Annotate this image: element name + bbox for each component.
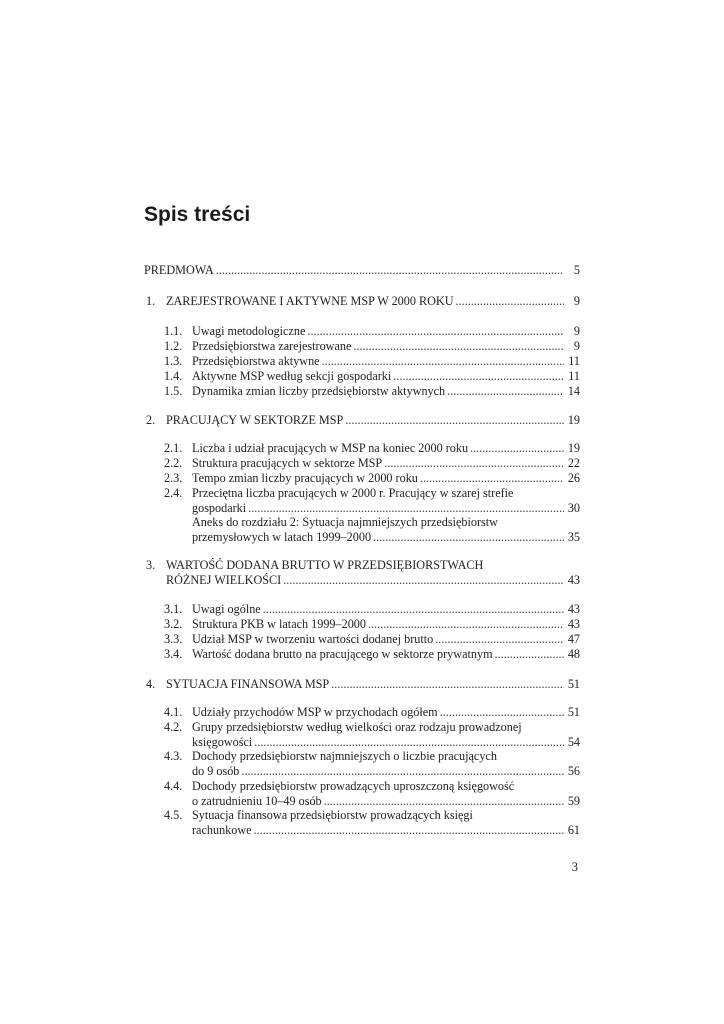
toc-entry-leader-line (192, 530, 564, 545)
toc-entry[interactable] (0, 413, 724, 428)
toc-entry-title[interactable]: Uwagi ogólne (192, 602, 261, 616)
dot-leader (382, 456, 564, 471)
toc-entry-line (0, 558, 724, 573)
toc-entry-page[interactable]: 43 (567, 573, 580, 587)
dot-leader (391, 369, 564, 384)
toc-entry[interactable] (0, 384, 724, 399)
toc-entry-number: 2.4. (164, 486, 183, 500)
toc-entry-title[interactable]: Struktura pracujących w sektorze MSP (192, 456, 383, 470)
toc-entry-title[interactable]: Aneks do rozdziału 2: Sytuacja najmniejszych przedsiębiorstw (192, 515, 498, 529)
toc-entry-number: 4.5. (164, 808, 183, 822)
dot-leader (445, 384, 564, 399)
dot-leader (366, 617, 564, 632)
toc-entry-leader-line (192, 456, 564, 471)
dot-leader (438, 705, 564, 720)
toc-entry[interactable] (0, 735, 724, 750)
toc-entry-title[interactable]: Udział MSP w tworzeniu wartości dodanej brutto (192, 632, 434, 646)
toc-entry-leader-line (166, 677, 564, 692)
toc-entry[interactable] (0, 263, 724, 278)
toc-entry-number: 3. (146, 558, 156, 572)
dot-leader (281, 573, 564, 588)
toc-entry-line (0, 515, 724, 530)
toc-entry[interactable] (0, 471, 724, 486)
toc-entry-number: 2.1. (164, 441, 183, 455)
toc-entry-title[interactable]: Dochody przedsiębiorstw prowadzących uproszczoną księgowość (192, 779, 515, 793)
toc-entry[interactable] (0, 705, 724, 720)
toc-entry-number: 4.3. (164, 749, 183, 763)
toc-entry-leader-line (166, 573, 564, 588)
dot-leader (371, 530, 564, 545)
toc-entry-title[interactable]: WARTOŚĆ DODANA BRUTTO W PRZEDSIĘBIORSTWACH (166, 558, 484, 572)
dot-leader (329, 677, 564, 692)
toc-entry-leader-line (192, 735, 564, 750)
toc-entry-page[interactable]: 43 (567, 602, 580, 616)
toc-entry-title[interactable]: do 9 osób (192, 764, 240, 778)
toc-entry-line (0, 720, 724, 735)
dot-leader (252, 735, 564, 750)
toc-entry-number: 3.4. (164, 647, 183, 661)
toc-entry-page[interactable]: 11 (568, 354, 580, 368)
dot-leader (343, 413, 564, 428)
toc-entry-title[interactable]: Aktywne MSP według sekcji gospodarki (192, 369, 392, 383)
dot-leader (214, 263, 564, 278)
toc-entry[interactable] (0, 456, 724, 471)
toc-entry-page[interactable]: 22 (567, 456, 580, 470)
toc-entry-leader-line (192, 369, 564, 384)
toc-entry-title[interactable]: Przeciętna liczba pracujących w 2000 r. Pracujący w szarej strefie (192, 486, 514, 500)
toc-entry-title[interactable]: rachunkowe (192, 823, 252, 837)
toc-entry[interactable] (0, 501, 724, 516)
toc-entry-number: 4.4. (164, 779, 183, 793)
toc-entry-title[interactable]: Przedsiębiorstwa aktywne (192, 354, 320, 368)
toc-entry-title[interactable]: przemysłowych w latach 1999–2000 (192, 530, 372, 544)
toc-entry-page[interactable]: 30 (567, 501, 580, 515)
toc-entry-page[interactable]: 35 (567, 530, 580, 544)
toc-entry-title[interactable]: Wartość dodana brutto na pracującego w sektorze prywatnym (192, 647, 493, 661)
toc-entry[interactable] (0, 441, 724, 456)
toc-entry-number: 4. (146, 677, 156, 691)
toc-entry-leader-line (192, 471, 564, 486)
dot-leader (239, 764, 564, 779)
toc-entry[interactable] (0, 794, 724, 809)
toc-entry-leader-line (192, 501, 564, 516)
toc-entry-number: 3.2. (164, 617, 183, 631)
toc-entry-title[interactable]: Sytuacja finansowa przedsiębiorstw prowadzących księgi (192, 808, 473, 822)
toc-entry-number: 3.3. (164, 632, 183, 646)
toc-entry-title[interactable]: o zatrudnieniu 10–49 osób (192, 794, 322, 808)
toc-entry-line (0, 486, 724, 501)
toc-entry-leader-line (192, 441, 564, 456)
toc-entry-leader-line (192, 823, 564, 838)
toc-entry[interactable] (0, 764, 724, 779)
toc-entry-title[interactable]: SYTUACJA FINANSOWA MSP (166, 677, 330, 691)
toc-entry-line (0, 779, 724, 794)
toc-entry-number: 2. (146, 413, 156, 427)
toc-entry-title[interactable]: PRACUJĄCY W SEKTORZE MSP (166, 413, 344, 427)
toc-entry[interactable] (0, 647, 724, 662)
toc-entry-leader-line (144, 263, 564, 278)
toc-entry[interactable] (0, 339, 724, 354)
toc-entry-page[interactable]: 26 (567, 471, 580, 485)
toc-entry[interactable] (0, 294, 724, 309)
toc-entry-leader-line (192, 647, 564, 662)
dot-leader (252, 823, 564, 838)
toc-entry-title[interactable]: Struktura PKB w latach 1999–2000 (192, 617, 366, 631)
toc-entry-leader-line (192, 384, 564, 399)
toc-entry-page[interactable]: 59 (567, 794, 580, 808)
toc-entry-page[interactable]: 11 (568, 369, 580, 383)
toc-entry-title[interactable]: Przedsiębiorstwa zarejestrowane (192, 339, 352, 353)
toc-entry-number: 1.5. (164, 384, 183, 398)
toc-entry-title[interactable]: Tempo zmian liczby pracujących w 2000 roku (192, 471, 418, 485)
toc-entry-leader-line (192, 324, 564, 339)
toc-entry-line (0, 749, 724, 764)
toc-entry[interactable] (0, 369, 724, 384)
toc-entry-title[interactable]: RÓŻNEJ WIELKOŚCI (166, 573, 282, 587)
dot-leader (418, 471, 564, 486)
toc-entry-title[interactable]: księgowości (192, 735, 253, 749)
toc-entry-page[interactable]: 61 (567, 823, 580, 837)
dot-leader (454, 294, 564, 309)
dot-leader (246, 501, 564, 516)
toc-entry-leader-line (192, 339, 564, 354)
dot-leader (433, 632, 564, 647)
page-number: 3 (571, 860, 578, 874)
toc-entry-title[interactable]: ZAREJESTROWANE I AKTYWNE MSP W 2000 ROKU (166, 294, 454, 308)
toc-entry[interactable] (0, 324, 724, 339)
toc-entry-leader-line (192, 617, 564, 632)
toc-entry-number: 3.1. (164, 602, 183, 616)
toc-entry-title[interactable]: Uwagi metodologiczne (192, 324, 306, 338)
toc-entry-title[interactable]: gospodarki (192, 501, 247, 515)
toc-entry-number: 2.3. (164, 471, 183, 485)
toc-entry-title[interactable]: PREDMOWA (144, 263, 214, 277)
toc-entry[interactable] (0, 632, 724, 647)
toc-entry-leader-line (192, 794, 564, 809)
dot-leader (468, 441, 564, 456)
toc-entry-number: 1.3. (164, 354, 183, 368)
toc-entry-page[interactable]: 9 (573, 294, 580, 308)
toc-entry-page[interactable]: 19 (567, 413, 580, 427)
toc-entry-page[interactable]: 19 (567, 441, 580, 455)
toc-entry-title[interactable]: Udziały przychodów MSP w przychodach ogółem (192, 705, 438, 719)
toc-entry-page[interactable]: 5 (573, 263, 580, 277)
toc-entry-number: 4.1. (164, 705, 183, 719)
toc-entry-leader-line (166, 294, 564, 309)
toc-entry-page[interactable]: 14 (567, 384, 580, 398)
toc-entry-title[interactable]: Dochody przedsiębiorstw najmniejszych o liczbie pracujących (192, 749, 497, 763)
toc-entry-page[interactable]: 56 (567, 764, 580, 778)
dot-leader (305, 324, 564, 339)
toc-entry-number: 2.2. (164, 456, 183, 470)
toc-entry-number: 1. (146, 294, 156, 308)
toc-entry[interactable] (0, 530, 724, 545)
toc-entry[interactable] (0, 823, 724, 838)
dot-leader (261, 602, 564, 617)
toc-entry-page[interactable]: 54 (567, 735, 580, 749)
toc-entry-number: 1.2. (164, 339, 183, 353)
toc-entry[interactable] (0, 617, 724, 632)
toc-entry-page[interactable]: 47 (567, 632, 580, 646)
toc-entry-leader-line (192, 602, 564, 617)
toc-entry-title[interactable]: Dynamika zmian liczby przedsiębiorstw aktywnych (192, 384, 446, 398)
toc-entry-line (0, 808, 724, 823)
toc-entry-page[interactable]: 51 (567, 677, 580, 691)
toc-entry-leader-line (192, 632, 564, 647)
toc-entry-page[interactable]: 9 (573, 339, 580, 353)
toc-entry[interactable] (0, 573, 724, 588)
toc-entry-page[interactable]: 51 (567, 705, 580, 719)
toc-entry-page[interactable]: 48 (567, 647, 580, 661)
dot-leader (320, 354, 564, 369)
toc-entry-leader-line (192, 764, 564, 779)
toc-entry-page[interactable]: 9 (573, 324, 580, 338)
dot-leader (322, 794, 564, 809)
dot-leader (351, 339, 564, 354)
dot-leader (493, 647, 564, 662)
toc-entry-leader-line (166, 413, 564, 428)
toc-entry[interactable] (0, 602, 724, 617)
toc-entry-number: 4.2. (164, 720, 183, 734)
toc-entry-page[interactable]: 43 (567, 617, 580, 631)
toc-entry-number: 1.1. (164, 324, 183, 338)
toc-entry[interactable] (0, 677, 724, 692)
toc-entry-title[interactable]: Liczba i udział pracujących w MSP na koniec 2000 roku (192, 441, 469, 455)
toc-entry[interactable] (0, 354, 724, 369)
toc-entry-leader-line (192, 705, 564, 720)
page-title: Spis treści (144, 203, 251, 226)
toc-entry-leader-line (192, 354, 564, 369)
toc-entry-number: 1.4. (164, 369, 183, 383)
toc-entry-title[interactable]: Grupy przedsiębiorstw według wielkości oraz rodzaju prowadzonej (192, 720, 522, 734)
